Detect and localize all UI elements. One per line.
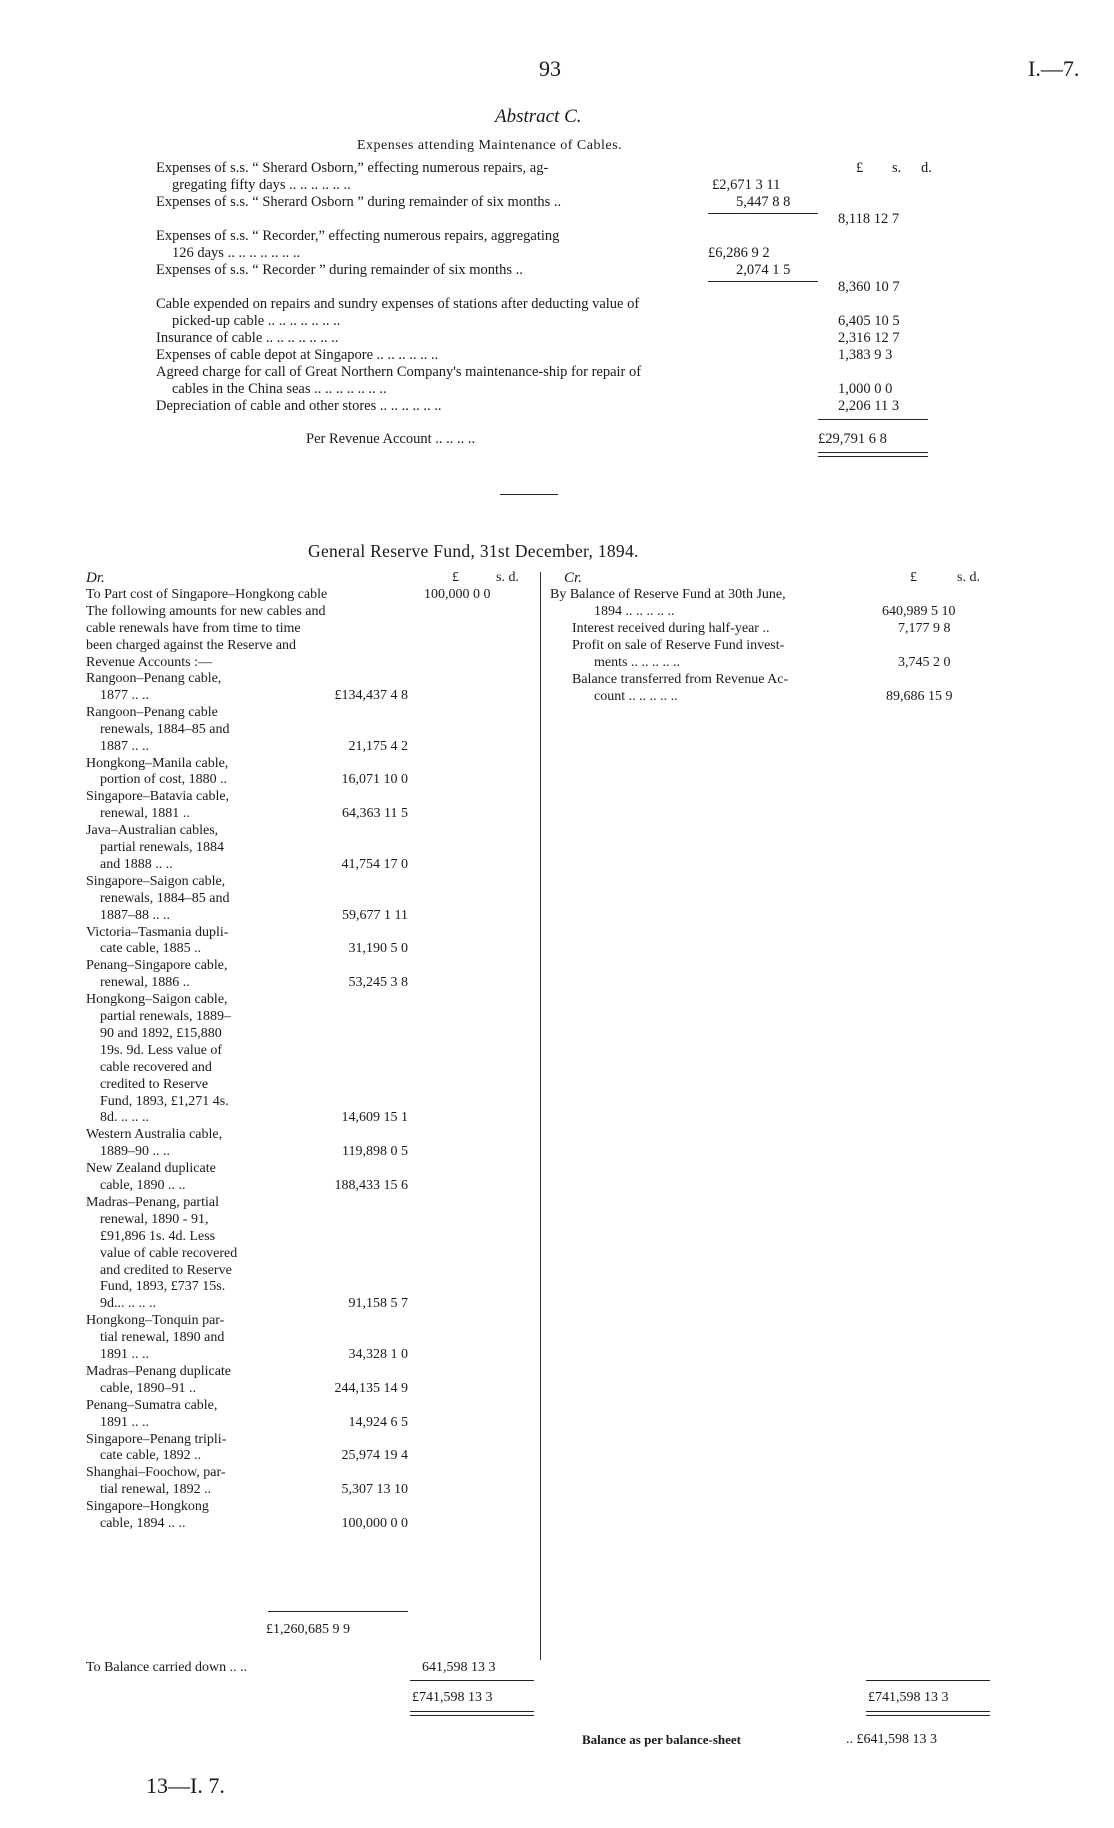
cable-item (86, 1499, 286, 1533)
debit-pounds-header: £ (452, 570, 459, 585)
cable-item-line: Hongkong–Tonquin par- (86, 1313, 225, 1329)
cable-item (86, 1161, 286, 1195)
cable-item (86, 1398, 286, 1432)
cable-item-line: Rangoon–Penang cable, (86, 671, 222, 686)
cable-item-amount: 34,328 1 0 (348, 1347, 408, 1362)
cable-item-line: renewals, 1884–85 and (100, 721, 230, 737)
cable-item-line: renewal, 1886 .. (100, 975, 190, 991)
sum-rule (818, 419, 928, 420)
cable-item-amount: 188,433 15 6 (334, 1178, 408, 1193)
print-signature: 13—I. 7. (146, 1773, 225, 1798)
cable-item-line: 1877 .. .. (100, 687, 149, 703)
cable-item (86, 925, 286, 959)
col-pence: d. (921, 160, 932, 176)
cable-item (86, 992, 286, 1127)
cable-item (86, 671, 286, 705)
cable-item-amount: 64,363 11 5 (342, 806, 408, 822)
cable-item-line: 1887 .. .. (100, 738, 149, 754)
expense-amount: £6,286 9 2 (708, 245, 770, 261)
cable-item-amount: 244,135 14 9 (334, 1380, 408, 1396)
cable-item-line: Singapore–Saigon cable, (86, 873, 226, 889)
cable-item-line: Hongkong–Manila cable, (86, 755, 229, 771)
credit-entry: count .. .. .. .. .. (594, 689, 678, 704)
total-amount: £29,791 6 8 (818, 431, 887, 447)
cable-item-line: Singapore–Penang tripli- (86, 1431, 227, 1447)
cable-item-line: Fund, 1893, £737 15s. (100, 1279, 226, 1295)
cable-item-line: Madras–Penang duplicate (86, 1363, 232, 1379)
cable-item-amount: 21,175 4 2 (348, 738, 408, 754)
cable-item-line: Singapore–Batavia cable, (86, 789, 230, 805)
cable-item-line: 1891 .. .. (100, 1414, 149, 1430)
credit-total: £741,598 13 3 (868, 1690, 949, 1705)
cable-item-amount: 59,677 1 11 (342, 907, 408, 923)
credit-amount: 7,177 9 8 (898, 621, 951, 636)
balance-carried-down-amount: 641,598 13 3 (422, 1660, 496, 1675)
expense-amount: 1,383 9 3 (838, 347, 893, 363)
cable-item-line: cable recovered and (100, 1059, 212, 1075)
sum-rule (410, 1680, 534, 1681)
cable-item-line: partial renewals, 1884 (100, 840, 225, 855)
expense-line: Cable expended on repairs and sundry expenses of stations after deducting value of (156, 296, 640, 312)
cable-item-line: value of cable recovered (100, 1245, 238, 1261)
credit-pounds-header: £ (910, 570, 917, 585)
expense-line: gregating fifty days .. .. .. .. .. .. (172, 177, 351, 193)
expense-line: 126 days .. .. .. .. .. .. .. (172, 245, 301, 261)
credit-entry: By Balance of Reserve Fund at 30th June, (550, 587, 786, 602)
expense-line: Expenses of s.s. “ Sherard Osborn ” during remainder of six months .. (156, 194, 562, 210)
page-number: 93 (539, 56, 561, 81)
credit-entry: Balance transferred from Revenue Ac- (572, 672, 789, 687)
expense-line: Expenses of s.s. “ Recorder ” during remainder of six months .. (156, 262, 523, 278)
debit-amount: 100,000 0 0 (424, 587, 491, 602)
debit-label: Dr. (86, 570, 105, 586)
expense-amount: 5,447 8 8 (736, 194, 791, 210)
cable-item-line: credited to Reserve (100, 1076, 209, 1092)
sum-rule (708, 281, 818, 282)
double-rule (818, 452, 928, 457)
cable-item-amount: 91,158 5 7 (348, 1296, 408, 1312)
cable-item-line: Rangoon–Penang cable (86, 704, 218, 720)
cable-item (86, 958, 286, 992)
credit-label: Cr. (564, 570, 582, 586)
expense-amount: 2,074 1 5 (736, 262, 791, 278)
reserve-title: General Reserve Fund, 31st December, 1894. (308, 541, 639, 561)
debit-entry: To Part cost of Singapore–Hongkong cable (86, 587, 328, 602)
document-reference: I.—7. (1028, 56, 1080, 81)
credit-entry: Profit on sale of Reserve Fund invest- (572, 638, 785, 653)
cable-item (86, 1313, 286, 1364)
cable-item-line: 1887–88 .. .. (100, 907, 170, 923)
debit-note: The following amounts for new cables and (86, 604, 326, 619)
cable-item-line: 9d... .. .. .. (100, 1296, 156, 1312)
cable-item-amount: 14,924 6 5 (348, 1414, 408, 1430)
balance-carried-down: To Balance carried down .. .. (86, 1660, 248, 1675)
cable-item-line: cate cable, 1885 .. (100, 941, 202, 957)
cable-item-line: 1891 .. .. (100, 1347, 149, 1362)
balance-sheet-label: Balance as per balance-sheet (582, 1732, 741, 1747)
subtotal: 8,360 10 7 (838, 279, 900, 295)
expense-line: cables in the China seas .. .. .. .. .. .. .. (172, 381, 387, 397)
expense-amount: 2,316 12 7 (838, 330, 900, 346)
expense-line: Insurance of cable .. .. .. .. .. .. .. (156, 330, 339, 346)
cable-item (86, 1465, 286, 1499)
sum-rule (268, 1611, 408, 1612)
cable-item-line: Shanghai–Foochow, par- (86, 1465, 226, 1481)
cable-item-line: £91,896 1s. 4d. Less (100, 1228, 216, 1244)
cable-item-line: Fund, 1893, £1,271 4s. (100, 1093, 229, 1109)
credit-amount: 3,745 2 0 (898, 655, 951, 670)
col-shillings: s. (892, 160, 902, 176)
cable-item (86, 789, 286, 823)
credit-entry: ments .. .. .. .. .. (594, 655, 680, 670)
double-rule (866, 1711, 990, 1716)
cable-item-line: tial renewal, 1890 and (100, 1330, 225, 1346)
cable-item (86, 705, 286, 756)
cable-item (86, 874, 286, 925)
cable-item-amount: 25,974 19 4 (341, 1448, 408, 1464)
cable-item (86, 756, 286, 790)
items-total: £1,260,685 9 9 (266, 1622, 350, 1637)
cable-item-amount: 53,245 3 8 (348, 975, 408, 991)
expense-line: Expenses of s.s. “ Recorder,” effecting numerous repairs, aggregating (156, 228, 560, 244)
expense-line: picked-up cable .. .. .. .. .. .. .. (172, 313, 341, 329)
cable-item-amount: 100,000 0 0 (341, 1516, 408, 1531)
cable-item-line: and 1888 .. .. (100, 856, 173, 872)
debit-total: £741,598 13 3 (412, 1690, 493, 1705)
abstract-title: Abstract C. (495, 106, 582, 127)
debit-sd-header: s. d. (496, 570, 519, 585)
cable-item (86, 823, 286, 874)
cable-item-line: Penang–Sumatra cable, (86, 1397, 218, 1413)
cable-item-line: New Zealand duplicate (86, 1161, 216, 1177)
cable-item-amount: 5,307 13 10 (341, 1482, 408, 1498)
cable-item (86, 1127, 286, 1161)
debit-note: cable renewals have from time to time (86, 621, 301, 636)
abstract-subtitle: Expenses attending Maintenance of Cables. (357, 138, 623, 153)
cable-item-line: Java–Australian cables, (86, 823, 219, 839)
cable-item (86, 1195, 286, 1313)
credit-sd-header: s. d. (957, 570, 980, 585)
cable-item-line: renewals, 1884–85 and (100, 890, 230, 906)
expense-line: Expenses of cable depot at Singapore .. .. .. .. .. .. (156, 347, 439, 363)
sum-rule (708, 213, 818, 214)
expense-line: Expenses of s.s. “ Sherard Osborn,” effecting numerous repairs, ag- (156, 160, 549, 176)
cable-item-amount: 119,898 0 5 (342, 1144, 408, 1160)
cable-item-line: Penang–Singapore cable, (86, 958, 228, 974)
cable-item-line: partial renewals, 1889– (100, 1009, 232, 1024)
sum-rule (866, 1680, 990, 1681)
expense-amount: 1,000 0 0 (838, 381, 893, 397)
cable-item-amount: 41,754 17 0 (341, 856, 408, 872)
cable-item-line: 90 and 1892, £15,880 (100, 1025, 222, 1041)
cable-item-line: 8d. .. .. .. (100, 1110, 149, 1126)
cable-item-line: Western Australia cable, (86, 1127, 223, 1143)
cable-item-line: Singapore–Hongkong (86, 1499, 209, 1515)
col-pounds: £ (856, 160, 864, 176)
cable-item-line: 1889–90 .. .. (100, 1144, 170, 1160)
credit-entry: Interest received during half-year .. (572, 621, 770, 636)
cable-item (86, 1364, 286, 1398)
cable-item-amount: 16,071 10 0 (341, 772, 408, 788)
expense-amount: £2,671 3 11 (712, 177, 781, 193)
debit-note: been charged against the Reserve and (86, 638, 297, 653)
cable-item-amount: 14,609 15 1 (341, 1110, 408, 1126)
cable-item-line: cable, 1894 .. .. (100, 1516, 186, 1531)
cable-item-amount: £134,437 4 8 (334, 687, 408, 703)
cable-item-line: renewal, 1881 .. (100, 806, 190, 822)
cable-item-line: renewal, 1890 - 91, (100, 1211, 209, 1227)
credit-amount: 640,989 5 10 (882, 604, 956, 619)
cable-item (86, 1432, 286, 1466)
column-divider (540, 572, 541, 1660)
cable-item-amount: 31,190 5 0 (348, 941, 408, 957)
total-label: Per Revenue Account .. .. .. .. (306, 431, 476, 447)
cable-item-line: portion of cost, 1880 .. (100, 772, 228, 788)
cable-item-line: Hongkong–Saigon cable, (86, 992, 228, 1008)
credit-amount: 89,686 15 9 (886, 689, 953, 704)
subtotal: 8,118 12 7 (838, 211, 900, 227)
expense-amount: 2,206 11 3 (838, 398, 900, 414)
double-rule (410, 1711, 534, 1716)
credit-entry: 1894 .. .. .. .. .. (594, 604, 675, 619)
cable-item-line: cate cable, 1892 .. (100, 1448, 202, 1464)
expense-line: Depreciation of cable and other stores .. .. .. .. .. .. (156, 398, 442, 414)
cable-item-line: cable, 1890 .. .. (100, 1178, 186, 1193)
cable-item-line: tial renewal, 1892 .. (100, 1482, 212, 1498)
expense-line: Agreed charge for call of Great Northern Company's maintenance-ship for repair of (156, 364, 642, 380)
section-divider (500, 494, 558, 495)
debit-note: Revenue Accounts :— (86, 655, 212, 670)
expense-amount: 6,405 10 5 (838, 313, 900, 329)
balance-sheet-amount: .. £641,598 13 3 (846, 1732, 937, 1747)
cable-item-line: Madras–Penang, partial (86, 1194, 219, 1210)
cable-item-line: cable, 1890–91 .. (100, 1380, 197, 1396)
cable-item-line: 19s. 9d. Less value of (100, 1042, 223, 1058)
cable-item-line: Victoria–Tasmania dupli- (86, 924, 229, 940)
cable-item-line: and credited to Reserve (100, 1262, 232, 1278)
